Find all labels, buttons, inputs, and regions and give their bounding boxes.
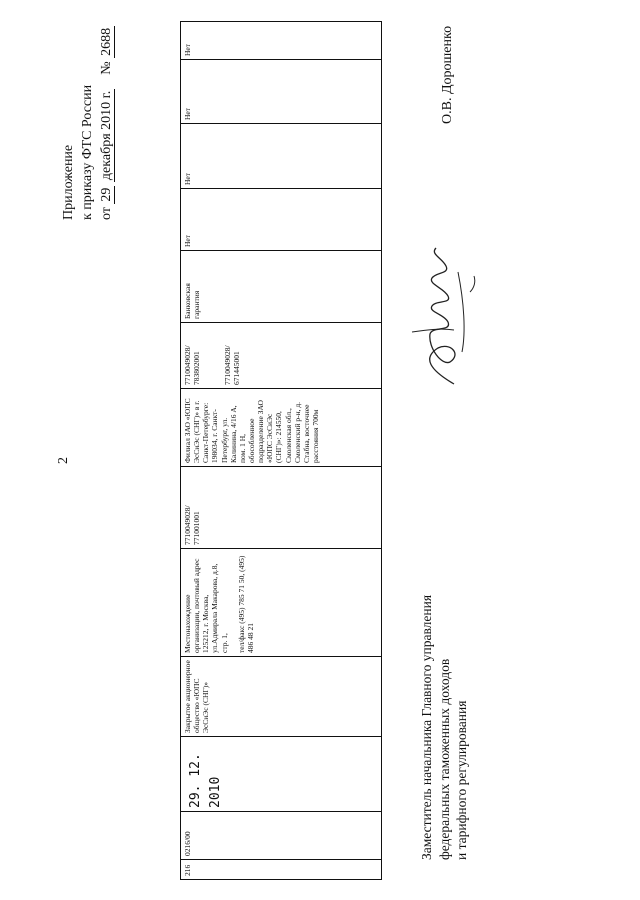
- cell-branch: Филиал ЗАО «ЮПС ЭсСиЭс (СНГ)» в г. Санкт-Петербурге: 198034, г. Санкт-Петербург, ул. Калинина, 4/16 А, пом. 1 Н, обособленное подразделение ЗАО «ЮПС ЭсСиЭс (СНГ)»: 214550, Смоленская обл., Смоленский р-н, д. Стабна, восточнее расстояния 700м: [181, 389, 382, 467]
- handwritten-date-line1: 29. 12.: [188, 753, 203, 808]
- cell-inn-kpp: 7710049028/ 771001001: [181, 467, 382, 549]
- order-number: 2688: [98, 27, 114, 56]
- signer-line-2: федеральных таможенных доходов: [436, 658, 452, 860]
- cell-location: [181, 549, 382, 657]
- signer-title: [418, 595, 471, 860]
- date-prefix: от: [98, 207, 114, 220]
- signer-line-1: Заместитель начальника Главного управления: [419, 594, 434, 860]
- registry-table: [180, 21, 382, 880]
- cell-col-a: Нет: [181, 189, 382, 251]
- handwritten-signature: [392, 242, 482, 392]
- cell-branch-inn-kpp: [181, 323, 382, 389]
- date-month-year: декабря 2010 г.: [98, 90, 114, 181]
- cell-col-d: Нет: [181, 22, 382, 60]
- cell-org-name: Закрытое акционерное общество «ЮПС ЭсСиЭс (СНГ)»: [181, 657, 382, 737]
- branch-inn-kpp-1: 7710049028/ 783802001: [183, 345, 202, 385]
- location-tel: тел/факс (495) 785 71 50, (495) 486 48 21: [236, 555, 255, 653]
- signer-name: О.В. Дорошенко: [440, 25, 455, 124]
- handwritten-date-line2: 2010: [208, 776, 224, 808]
- number-label: №: [98, 61, 114, 75]
- date-day: 29: [98, 187, 114, 202]
- appendix-date-line: [98, 26, 117, 220]
- appendix-title: Приложение: [61, 144, 76, 220]
- page-number: 2: [56, 457, 71, 464]
- cell-col-c: Нет: [181, 60, 382, 124]
- appendix-order-ref: к приказу ФТС России: [79, 84, 95, 220]
- cell-code: 0216/00: [181, 812, 382, 860]
- cell-col-b: Нет: [181, 124, 382, 189]
- branch-inn-kpp-2: 7710049028/ 671445001: [223, 345, 242, 385]
- location-address: Местонахождение организации, почтовый адрес 125212, г. Москва, ул.Адмирала Макарова, д.8, стр. 1,: [183, 558, 229, 653]
- cell-number: 216: [181, 860, 382, 880]
- table-row: [181, 22, 382, 880]
- signer-line-3: и тарифного регулирования: [454, 700, 470, 860]
- cell-handwritten-date: [181, 737, 382, 812]
- cell-guarantee: Банковская гарантия: [181, 251, 382, 323]
- appendix-header: [60, 26, 117, 220]
